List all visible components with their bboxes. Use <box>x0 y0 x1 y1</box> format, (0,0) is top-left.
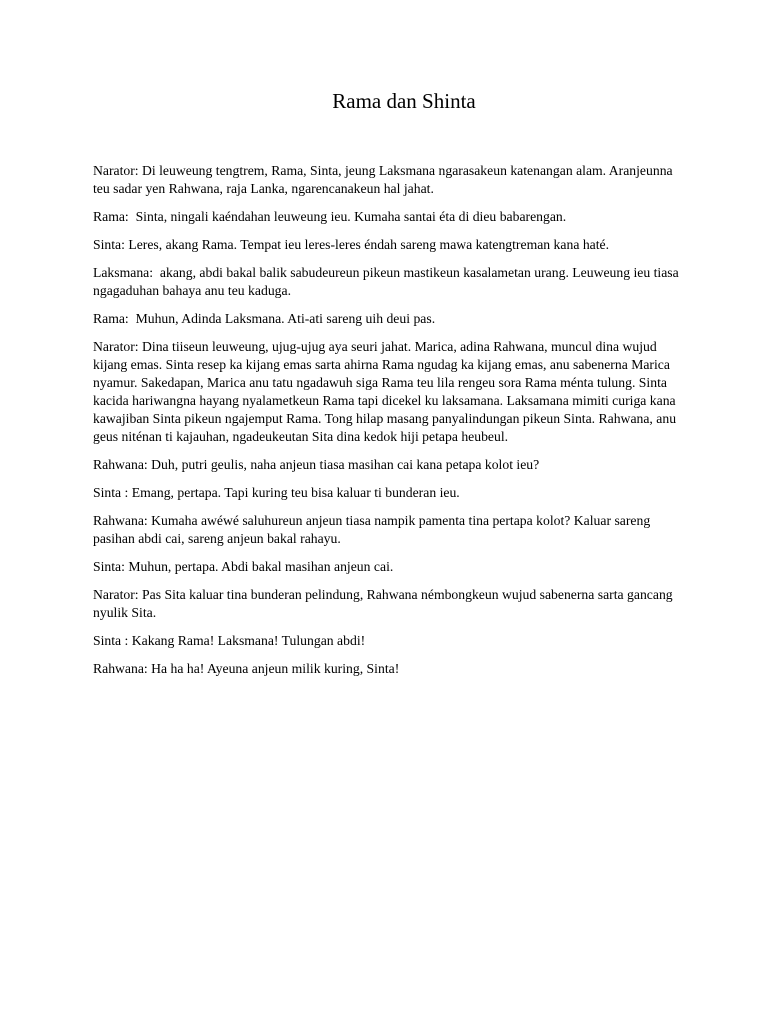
document-body <box>93 162 683 688</box>
paragraph-rahwana-1: Rahwana: Duh, putri geulis, naha anjeun tiasa masihan cai kana petapa kolot ieu? <box>93 457 540 472</box>
paragraph-narrator-intro: Narator: Di leuweung tengtrem, Rama, Sinta, jeung Laksmana ngarasakeun katenangan alam. Aranjeunna teu sadar yen Rahwana, raja Lanka, ngarencanakeun hal jahat. <box>93 163 677 196</box>
paragraph-rahwana-3: Rahwana: Ha ha ha! Ayeuna anjeun milik kuring, Sinta! <box>93 661 400 676</box>
paragraph-sinta-4: Sinta : Kakang Rama! Laksmana! Tulungan abdi! <box>93 633 366 648</box>
paragraph-rama-2: Rama: Muhun, Adinda Laksmana. Ati-ati sareng uih deui pas. <box>93 311 436 326</box>
document-title: Rama dan Shinta <box>332 89 476 113</box>
paragraph-sinta-3: Sinta: Muhun, pertapa. Abdi bakal masihan anjeun cai. <box>93 559 394 574</box>
paragraph-narrator-3: Narator: Pas Sita kaluar tina bunderan pelindung, Rahwana némbongkeun wujud sabenerna sarta gancang nyulik Sita. <box>93 587 677 620</box>
paragraph-rahwana-2: Rahwana: Kumaha awéwé saluhureun anjeun tiasa nampik pamenta tina pertapa kolot? Kaluar sareng pasihan abdi cai, sareng anjeun bakal rahayu. <box>93 513 654 546</box>
paragraph-laksmana-1: Laksmana: akang, abdi bakal balik sabudeureun pikeun mastikeun kasalametan urang. Leuweung ieu tiasa ngagaduhan bahaya anu teu kaduga. <box>93 265 683 298</box>
paragraph-narrator-2: Narator: Dina tiiseun leuweung, ujug-ujug aya seuri jahat. Marica, adina Rahwana, muncul dina wujud kijang emas. Sinta resep ka kijang emas sarta ahirna Rama ngudag ka kijang emas, anu sabenerna Marica nyamur. Sakedapan, Marica anu tatu ngadawuh siga Rama teu lila rengeu sora Rama ménta tulung. Sinta kacida hariwangna hayang nyalametkeun Rama tapi dicekel ku laksamana. Laksamana mimiti curiga kana kawajiban Sinta pikeun ngajemput Rama. Tong hilap masang panyalindungan pikeun Sinta. Rahwana, anu geus niténan ti kajauhan, ngadeukeutan Sita dina kedok hiji petapa heubeul. <box>93 339 680 444</box>
paragraph-rama-1: Rama: Sinta, ningali kaéndahan leuweung ieu. Kumaha santai éta di dieu babarengan. <box>93 209 567 224</box>
paragraph-sinta-2: Sinta : Emang, pertapa. Tapi kuring teu bisa kaluar ti bunderan ieu. <box>93 485 460 500</box>
paragraph-sinta-1: Sinta: Leres, akang Rama. Tempat ieu leres-leres éndah sareng mawa katengtreman kana haté. <box>93 237 610 252</box>
